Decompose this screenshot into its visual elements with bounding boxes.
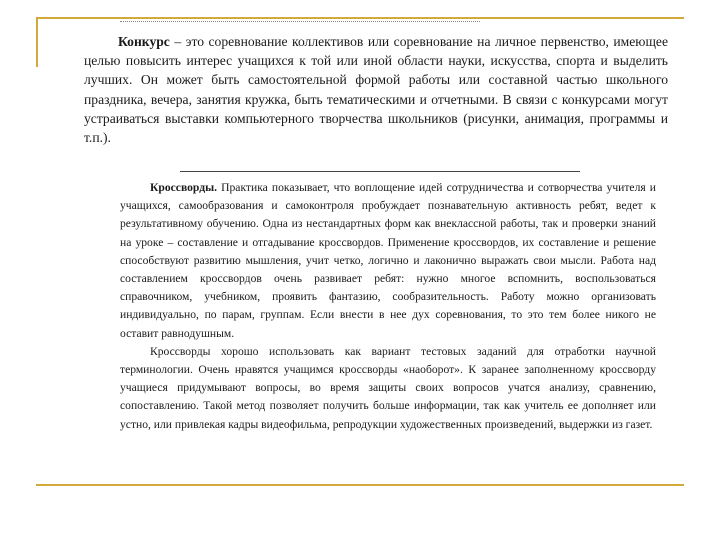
crosswords-term: Кроссворды. xyxy=(150,181,218,194)
crosswords-paragraph-1 xyxy=(120,179,656,343)
slide-bottom-border-line xyxy=(36,484,684,486)
contest-paragraph xyxy=(84,32,668,147)
scan-artifact-top xyxy=(120,21,480,22)
contest-text-block xyxy=(84,32,668,147)
contest-definition: – это соревнование коллективов или соревнование на личное первенство, имеющее целью повысить интерес учащихся к той или иной области науки, искусства, спорта и выделить лучших. Он может быть самостоятельной формой работы или составной частью школьного праздника, вечера, занятия кружка, быть тематическими и отчетными. В связи с конкурсами могут устраиваться выставки компьютерного творчества школьников (рисунки, анимация, программы и т.п.). xyxy=(84,34,668,146)
slide-top-border-line xyxy=(36,17,684,19)
crosswords-paragraph-2: Кроссворды хорошо использовать как вариант тестовых заданий для отработки научной терминологии. Очень нравятся учащимся кроссворды «наоборот». К заранее заполненному кроссворду учащиеся придумывают вопросы, во время защиты своих вопросов учатся анализу, сравнению, сопоставлению. Такой метод позволяет получить больше информации, так как учитель ее дополняет или устно, или привлекая кадры видеофильма, репродукции художественных произведений, выдержки из газет. xyxy=(120,344,656,431)
crosswords-description: Практика показывает, что воплощение идей сотрудничества и сотворчества учителя и учащихся, самообразования и самоконтроля пробуждает познавательную активность ребят, ведет к результативному обучению. Одна из нестандартных форм как внеклассной работы, так и проверки знаний на уроке – составление и отгадывание кроссвордов. Применение кроссвордов, их составление и решение способствуют развитию мышления, учит четко, логично и лаконично выражать свои мысли. Работа над составлением кроссвордов очень развивает ребят: нужно многое вспомнить, воспользоваться справочником, учебником, проявить фантазию, сообразительность. Работу можно организовать индивидуально, по парам, группам. Если внести в нее дух соревнования, то это тем более никого не оставит равнодушным. xyxy=(120,181,656,340)
crosswords-text-block xyxy=(120,179,656,434)
scan-artifact-divider xyxy=(180,171,580,172)
slide-left-border-line xyxy=(36,17,38,67)
contest-term: Конкурс xyxy=(118,34,170,49)
